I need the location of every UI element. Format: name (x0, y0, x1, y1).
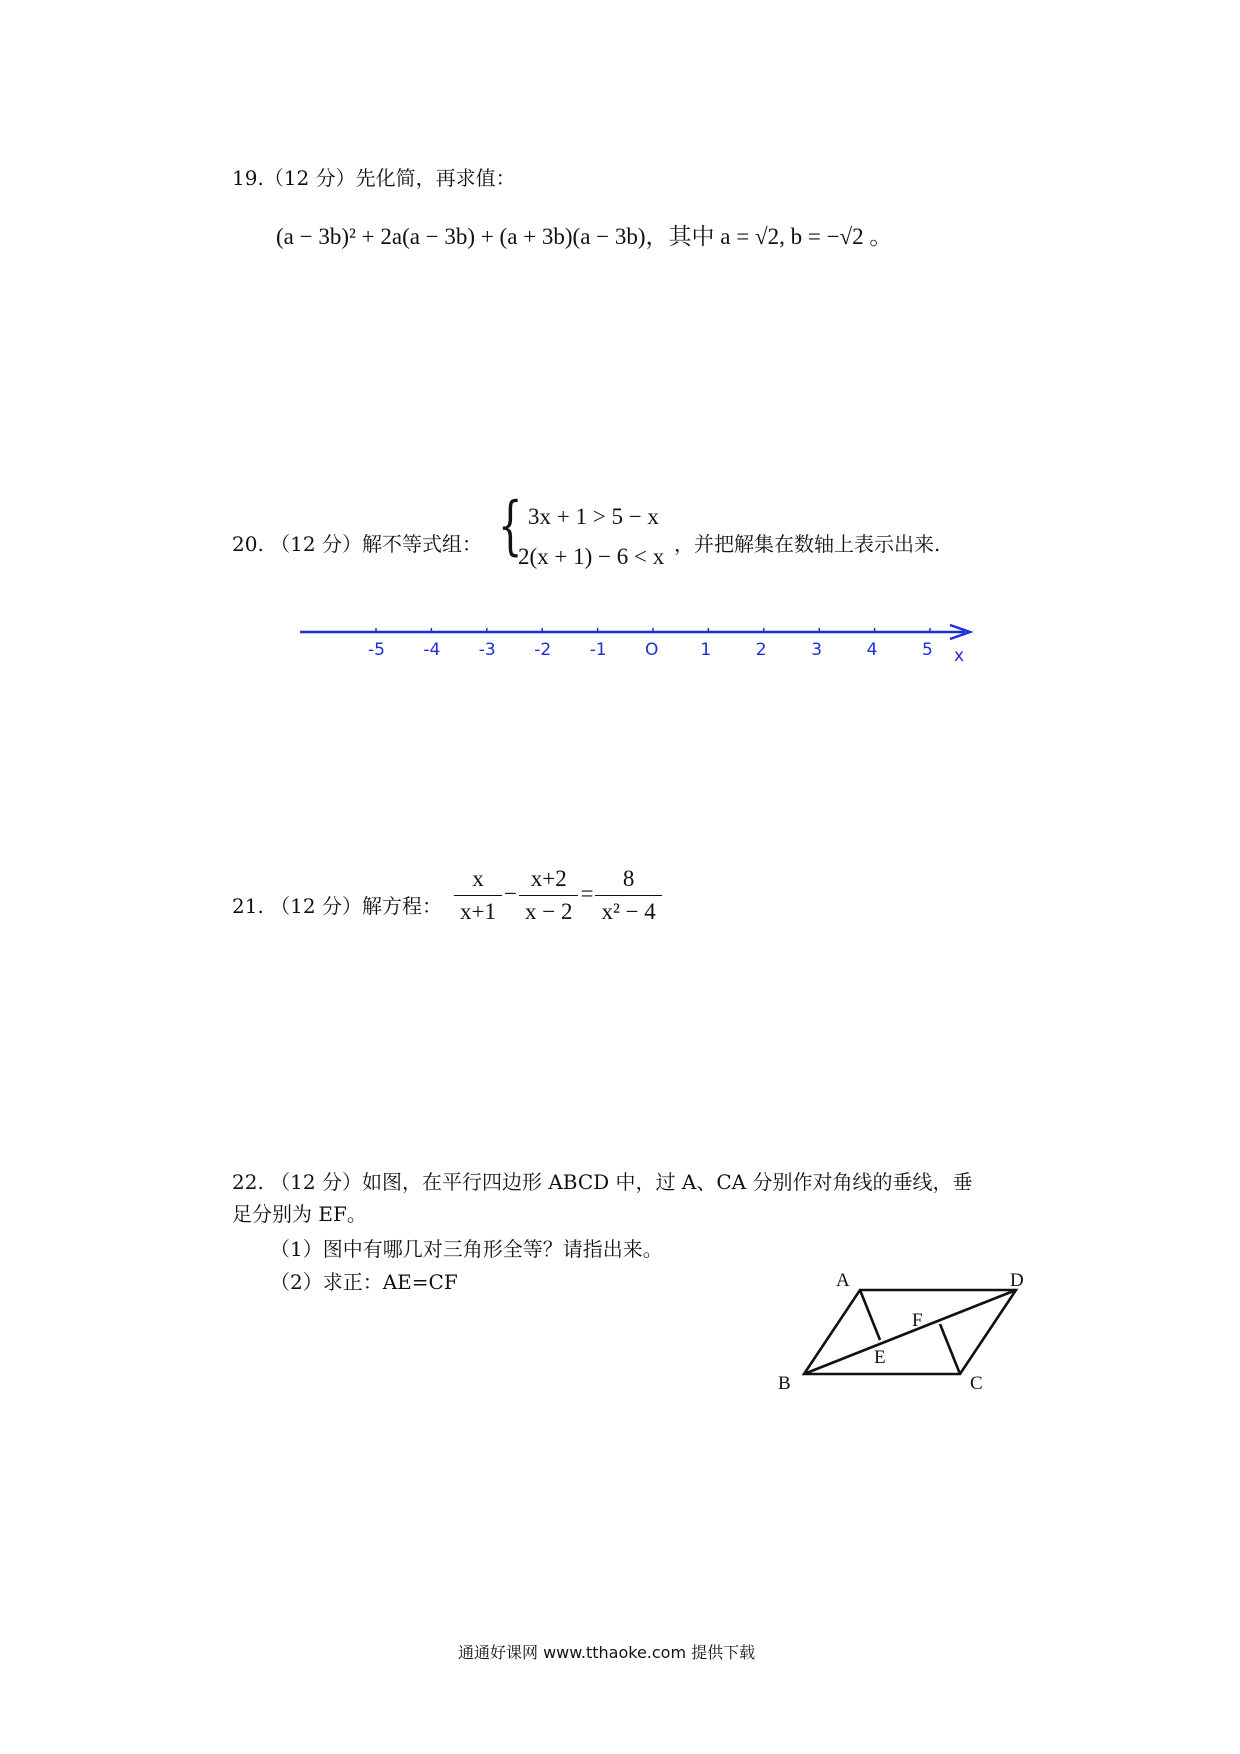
parallelogram-figure (770, 1262, 1040, 1402)
label-e: E (874, 1347, 886, 1368)
fraction-2-numerator: x+2 (519, 866, 578, 896)
q20-tail: ，并把解集在数轴上表示出来. (674, 532, 941, 556)
number-line-axis (300, 622, 980, 642)
diagonal-bd (804, 1290, 1016, 1374)
fraction-2-denominator: x − 2 (524, 899, 573, 924)
perpendicular-cf (940, 1324, 960, 1374)
fraction-1-numerator: x (454, 866, 502, 896)
q20-header: 20. （12 分）解不等式组： (232, 532, 482, 556)
q22-subquestion-1: （1）图中有哪几对三角形全等？请指出来。 (270, 1237, 663, 1261)
axis-label-x: x (954, 646, 965, 666)
number-line (300, 622, 980, 682)
label-d: D (1010, 1270, 1024, 1291)
tick-label: -2 (534, 640, 552, 660)
q20-inequality-2: 2(x + 1) − 6 < x (518, 544, 665, 569)
page-footer: 通通好课网 www.tthaoke.com 提供下载 (458, 1643, 756, 1662)
tick-label: 2 (755, 640, 767, 660)
fraction-3-denominator: x² − 4 (601, 899, 656, 924)
minus-sign: − (503, 880, 517, 906)
q19-header: 19.（12 分）先化简，再求值： (232, 166, 516, 190)
tick-label: -1 (589, 640, 607, 660)
q21-header: 21. （12 分）解方程： (232, 894, 442, 918)
tick-label: 4 (866, 640, 878, 660)
perpendicular-ae (860, 1290, 880, 1340)
q20-inequality-1: 3x + 1 > 5 − x (528, 504, 659, 529)
q19-expr: (a − 3b)² + 2a(a − 3b) + (a + 3b)(a − 3b) (276, 224, 646, 249)
q22-line-2: 足分别为 EF。 (232, 1202, 367, 1226)
tick-label: -5 (368, 640, 385, 660)
q22-line-1: 22. （12 分）如图，在平行四边形 ABCD 中，过 A、CA 分别作对角线的垂线，垂 (232, 1170, 973, 1194)
tick-label: -3 (478, 640, 496, 660)
fraction-3 (595, 866, 661, 925)
tick-label: 5 (922, 640, 933, 660)
label-c: C (970, 1373, 983, 1394)
fraction-3-numerator: 8 (595, 866, 661, 896)
tick-label: 3 (811, 640, 823, 660)
tick-label: 1 (700, 640, 712, 660)
q21-equation (452, 866, 664, 925)
fraction-1 (454, 866, 502, 925)
fraction-2 (519, 866, 578, 925)
q22-subquestion-2: （2）求正：AE=CF (270, 1270, 458, 1294)
equals-sign: = (580, 880, 594, 906)
q19-expression (276, 218, 892, 251)
left-brace-icon: { (498, 489, 523, 563)
label-b: B (778, 1373, 791, 1394)
tick-label: O (645, 640, 659, 660)
fraction-1-denominator: x+1 (460, 899, 496, 924)
tick-label: -4 (423, 640, 441, 660)
q19-condition: ，其中 a = √2, b = −√2 。 (645, 224, 893, 249)
label-a: A (836, 1270, 850, 1291)
label-f: F (912, 1310, 923, 1331)
